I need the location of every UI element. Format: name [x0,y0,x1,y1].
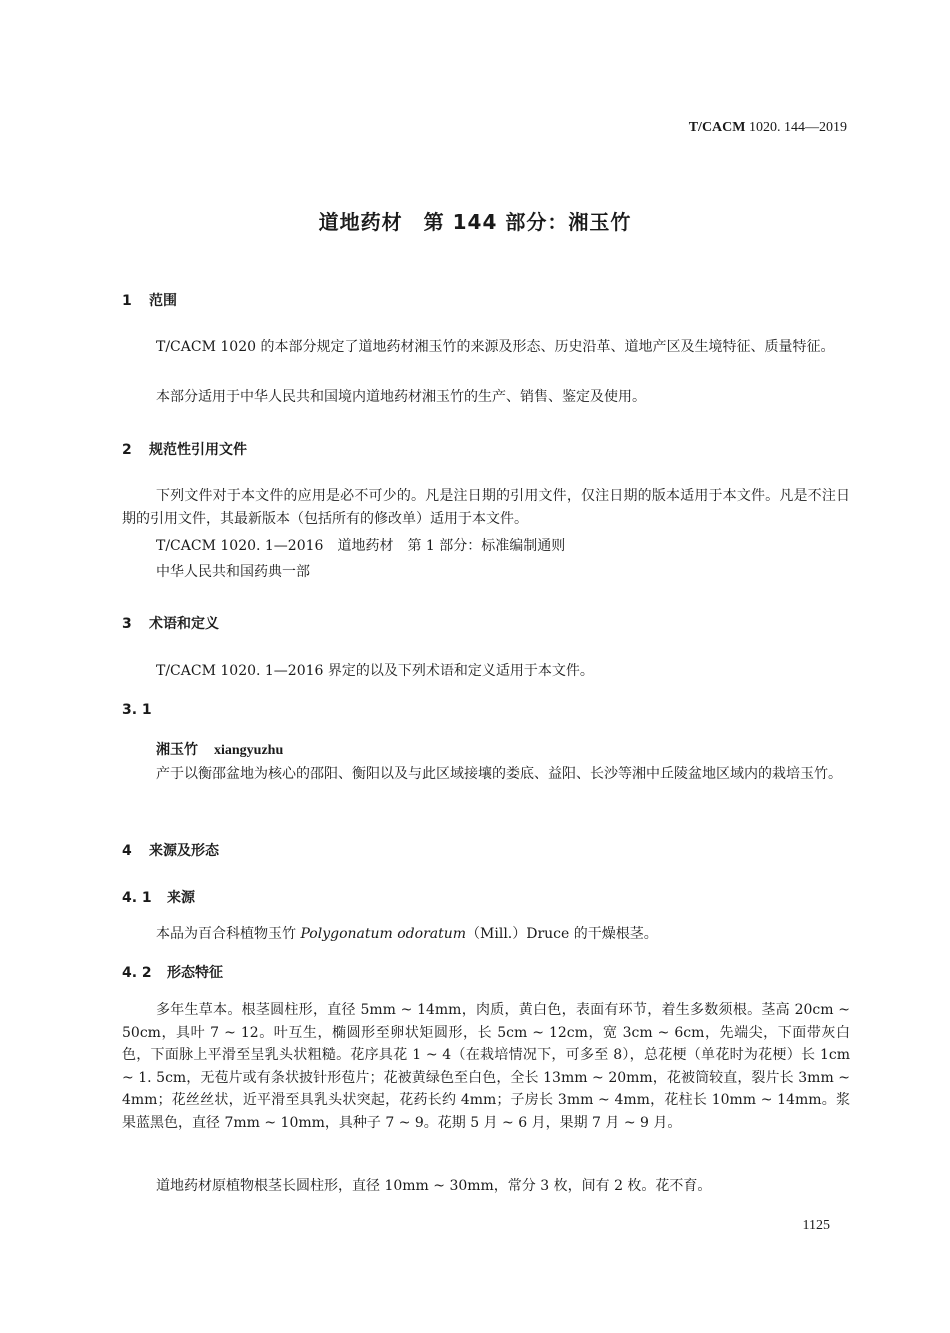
section-number: 4 [122,843,132,859]
term-chinese: 湘玉竹 [156,742,198,758]
section-number: 4. 1 [122,890,152,906]
section-number: 1 [122,293,132,309]
text-segment: 本品为百合科植物玉竹 [156,926,301,942]
document-code [689,120,847,136]
section-number: 4. 2 [122,965,152,981]
page-number: 1125 [802,1218,830,1233]
doc-prefix: T/CACM [688,120,746,135]
section-title: 来源及形态 [149,843,219,859]
section-3-heading [122,613,219,633]
section-1-paragraph-2: 本部分适用于中华人民共和国境内道地药材湘玉竹的生产、销售、鉴定及使用。 [156,389,646,405]
section-title: 规范性引用文件 [149,442,247,458]
reference-1: T/CACM 1020. 1—2016 道地药材 第 1 部分：标准编制通则 [156,538,566,554]
page-title: 道地药材 第 144 部分：湘玉竹 [318,210,632,234]
term-definition: 产于以衡邵盆地为核心的邵阳、衡阳以及与此区域接壤的娄底、益阳、长沙等湘中丘陵盆地区域内的栽培玉竹。 [156,766,842,782]
section-4-heading [122,840,219,860]
section-title: 范围 [149,293,177,309]
section-2-heading [122,439,247,459]
section-4-2-paragraph-2: 道地药材原植物根茎长圆柱形，直径 10mm ~ 30mm，常分 3 枚，间有 2 枚。花不育。 [156,1178,712,1194]
section-title: 来源 [167,890,195,906]
section-1-paragraph-1: T/CACM 1020 的本部分规定了道地药材湘玉竹的来源及形态、历史沿革、道地产区及生境特征、质量特征。 [156,339,835,355]
doc-number: 1020. 144—2019 [749,120,847,135]
section-4-2-heading [122,962,223,982]
section-number: 2 [122,442,132,458]
section-2-paragraph: 下列文件对于本文件的应用是必不可少的。凡是注日期的引用文件，仅注日期的版本适用于本文件。凡是不注日期的引用文件，其最新版本（包括所有的修改单）适用于本文件。 [122,488,850,527]
section-1-heading [122,290,177,310]
section-4-2-paragraph-1: 多年生草本。根茎圆柱形，直径 5mm ~ 14mm，肉质，黄白色，表面有环节，着生多数须根。茎高 20cm ~ 50cm，具叶 7 ~ 12。叶互生，椭圆形至卵状矩圆形，长 5cm ~ 12cm，宽 3cm ~ 6cm，先端尖，下面带灰白色，下面脉上平滑至呈乳头状粗糙。花序具花 1 ~ 4（在栽培情况下，可多至 8），总花梗（单花时为花梗）长 1cm ~ 1. 5cm，无苞片或有条状披针形苞片；花被黄绿色至白色，全长 13mm ~ 20mm，花被筒较直，裂片长 3mm ~ 4mm；花丝丝状，近平滑至具乳头状突起，花药长约 4mm；子房长 3mm ~ 4mm，花柱长 10mm ~ 14mm。浆果蓝黑色，直径 7mm ~ 10mm，具种子 7 ~ 9。花期 5 月 ~ 6 月，果期 7 月 ~ 9 月。 [122,1002,850,1131]
term-english: xiangyuzhu [214,743,284,758]
section-number: 3 [122,616,132,632]
term-entry [156,739,283,759]
section-4-1-paragraph [122,923,850,946]
section-4-1-heading [122,887,195,907]
latin-name: Polygonatum odoratum [300,926,467,942]
section-title: 术语和定义 [149,616,219,632]
section-title: 形态特征 [167,965,223,981]
section-3-paragraph: T/CACM 1020. 1—2016 界定的以及下列术语和定义适用于本文件。 [156,663,594,679]
subsection-3-1-number: 3. 1 [122,702,152,718]
reference-2: 中华人民共和国药典一部 [156,564,310,580]
text-segment: （Mill.）Druce 的干燥根茎。 [466,926,658,942]
